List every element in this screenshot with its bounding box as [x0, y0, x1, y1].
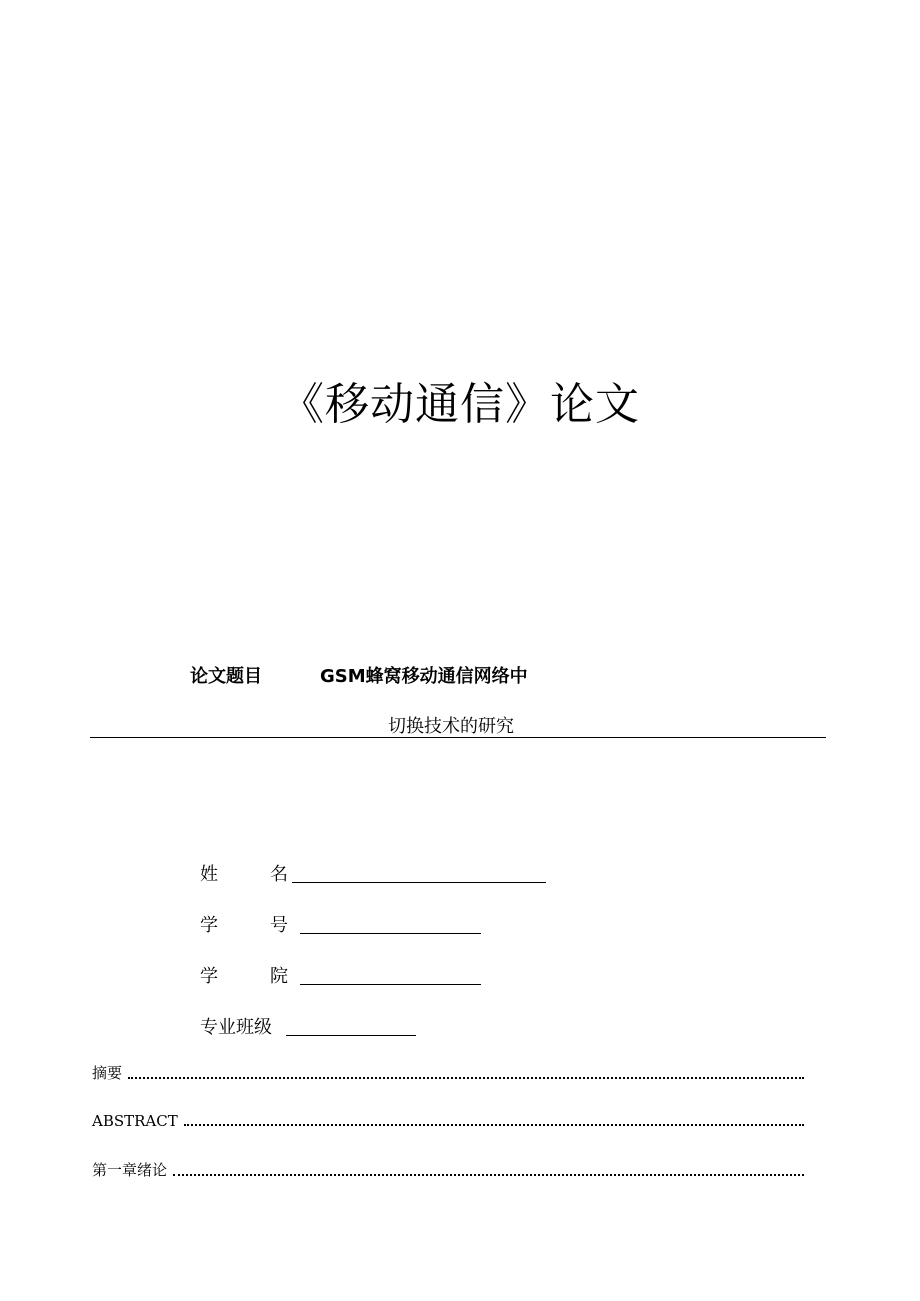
college-label-2: 院 — [270, 966, 288, 987]
toc-title: ABSTRACT — [92, 1112, 178, 1130]
name-label-2: 名 — [270, 864, 288, 885]
college-blank[interactable] — [300, 984, 481, 985]
topic-label: 论文题目 — [190, 666, 262, 687]
college-label-1: 学 — [200, 966, 218, 987]
toc-row-abstract-cn[interactable] — [92, 1061, 804, 1083]
major-class-blank[interactable] — [286, 1035, 416, 1036]
major-class-label: 专业班级 — [200, 1017, 272, 1038]
student-id-label-2: 号 — [270, 915, 288, 936]
toc-leader-dots — [184, 1124, 804, 1126]
toc-row-chapter-1[interactable] — [92, 1158, 804, 1180]
student-id-label-1: 学 — [200, 915, 218, 936]
toc-title: 第一章绪论 — [92, 1161, 168, 1179]
name-blank[interactable] — [292, 882, 546, 883]
toc-title: 摘要 — [92, 1064, 123, 1082]
student-id-blank[interactable] — [300, 933, 481, 934]
toc-row-abstract-en[interactable] — [92, 1108, 804, 1130]
topic-underline — [90, 737, 826, 738]
toc-leader-dots — [173, 1174, 804, 1176]
cover-title: 《移动通信》论文 — [280, 379, 640, 430]
topic-line-1: GSM蜂窝移动通信网络中 — [320, 666, 528, 687]
toc-leader-dots — [128, 1077, 804, 1079]
name-label-1: 姓 — [200, 864, 218, 885]
topic-line-2: 切换技术的研究 — [388, 716, 514, 737]
